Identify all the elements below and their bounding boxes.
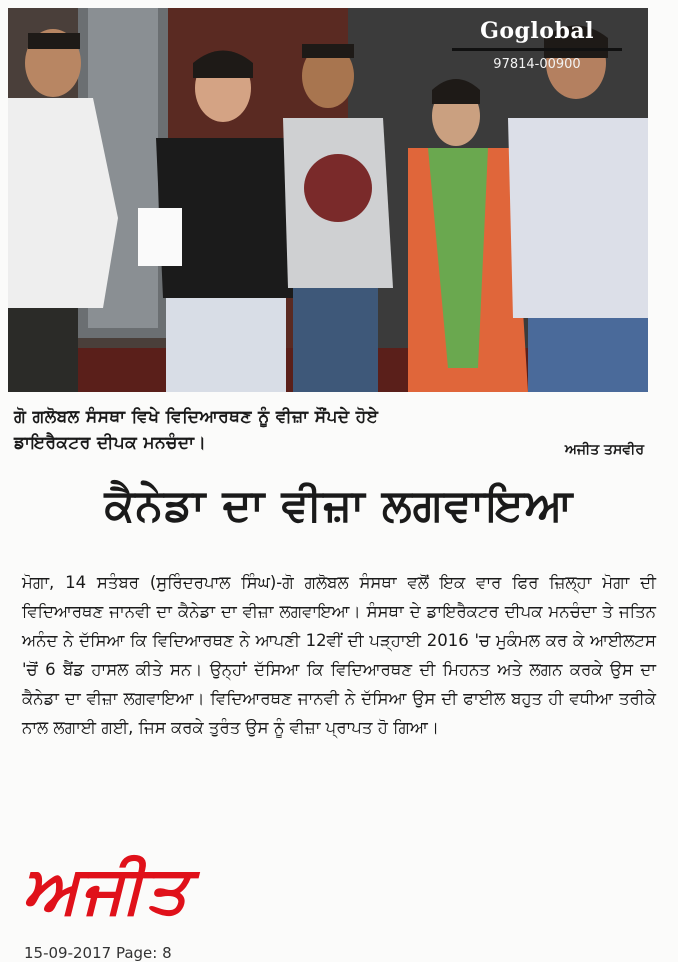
- watermark-rule: [452, 48, 622, 51]
- watermark-name: Goglobal: [480, 18, 594, 44]
- clipped-text-strip: [0, 463, 678, 471]
- caption-line-2: ਡਾਇਰੈਕਟਰ ਦੀਪਕ ਮਨਚੰਦਾ।: [14, 433, 207, 453]
- photo-caption: [14, 404, 654, 456]
- article-paragraph: ਮੋਗਾ, 14 ਸਤੰਬਰ (ਸੁਰਿੰਦਰਪਾਲ ਸਿੰਘ)-ਗੋ ਗਲੋਬਲ ਸੰਸਥਾ ਵਲੋਂ ਇਕ ਵਾਰ ਫਿਰ ਜ਼ਿਲ੍ਹਾ ਮੋਗਾ ਦੀ ਵਿਦਿਆਰਥਣ ਜਾਨਵੀ ਦਾ ਕੈਨੇਡਾ ਦਾ ਵੀਜ਼ਾ ਲਗਵਾਇਆ। ਸੰਸਥਾ ਦੇ ਡਾਇਰੈਕਟਰ ਦੀਪਕ ਮਨਚੰਦਾ ਤੇ ਜਤਿਨ ਅਨੰਦ ਨੇ ਦੱਸਿਆ ਕਿ ਵਿਦਿਆਰਥਣ ਨੇ ਆਪਣੀ 12ਵੀਂ ਦੀ ਪੜ੍ਹਾਈ 2016 'ਚ ਮੁਕੰਮਲ ਕਰ ਕੇ ਆਈਲਟਸ 'ਚੋਂ 6 ਬੈਂਡ ਹਾਸਲ ਕੀਤੇ ਸਨ। ਉਨ੍ਹਾਂ ਦੱਸਿਆ ਕਿ ਵਿਦਿਆਰਥਣ ਦੀ ਮਿਹਨਤ ਅਤੇ ਲਗਨ ਕਰਕੇ ਉਸ ਦਾ ਕੈਨੇਡਾ ਦਾ ਵੀਜ਼ਾ ਲਗਵਾਇਆ। ਵਿਦਿਆਰਥਣ ਜਾਨਵੀ ਨੇ ਦੱਸਿਆ ਉਸ ਦੀ ਫਾਈਲ ਬਹੁਤ ਹੀ ਵਧੀਆ ਤਰੀਕੇ ਨਾਲ ਲਗਾਈ ਗਈ, ਜਿਸ ਕਰਕੇ ਤੁਰੰਤ ਉਸ ਨੂੰ ਵੀਜ਼ਾ ਪ੍ਰਾਪਤ ਹੋ ਗਿਆ।: [22, 573, 656, 737]
- news-photo: [8, 8, 648, 392]
- article-headline: ਕੈਨੇਡਾ ਦਾ ਵੀਜ਼ਾ ਲਗਵਾਇਆ: [104, 480, 574, 531]
- photo-credit: ਅਜੀਤ ਤਸਵੀਰ: [564, 442, 644, 458]
- newspaper-masthead: ਅਜੀਤ: [22, 850, 190, 928]
- article-body: [22, 568, 656, 742]
- watermark-phone: 97814-00900: [493, 57, 581, 72]
- goglobal-watermark: [452, 18, 622, 72]
- clipped-text-marks: [0, 470, 678, 471]
- page-dateline: 15-09-2017 Page: 8: [24, 944, 172, 962]
- caption-line-1: ਗੋ ਗਲੋਬਲ ਸੰਸਥਾ ਵਿਖੇ ਵਿਦਿਆਰਥਣ ਨੂੰ ਵੀਜ਼ਾ ਸੌਂਪਦੇ ਹੋਏ: [14, 407, 379, 427]
